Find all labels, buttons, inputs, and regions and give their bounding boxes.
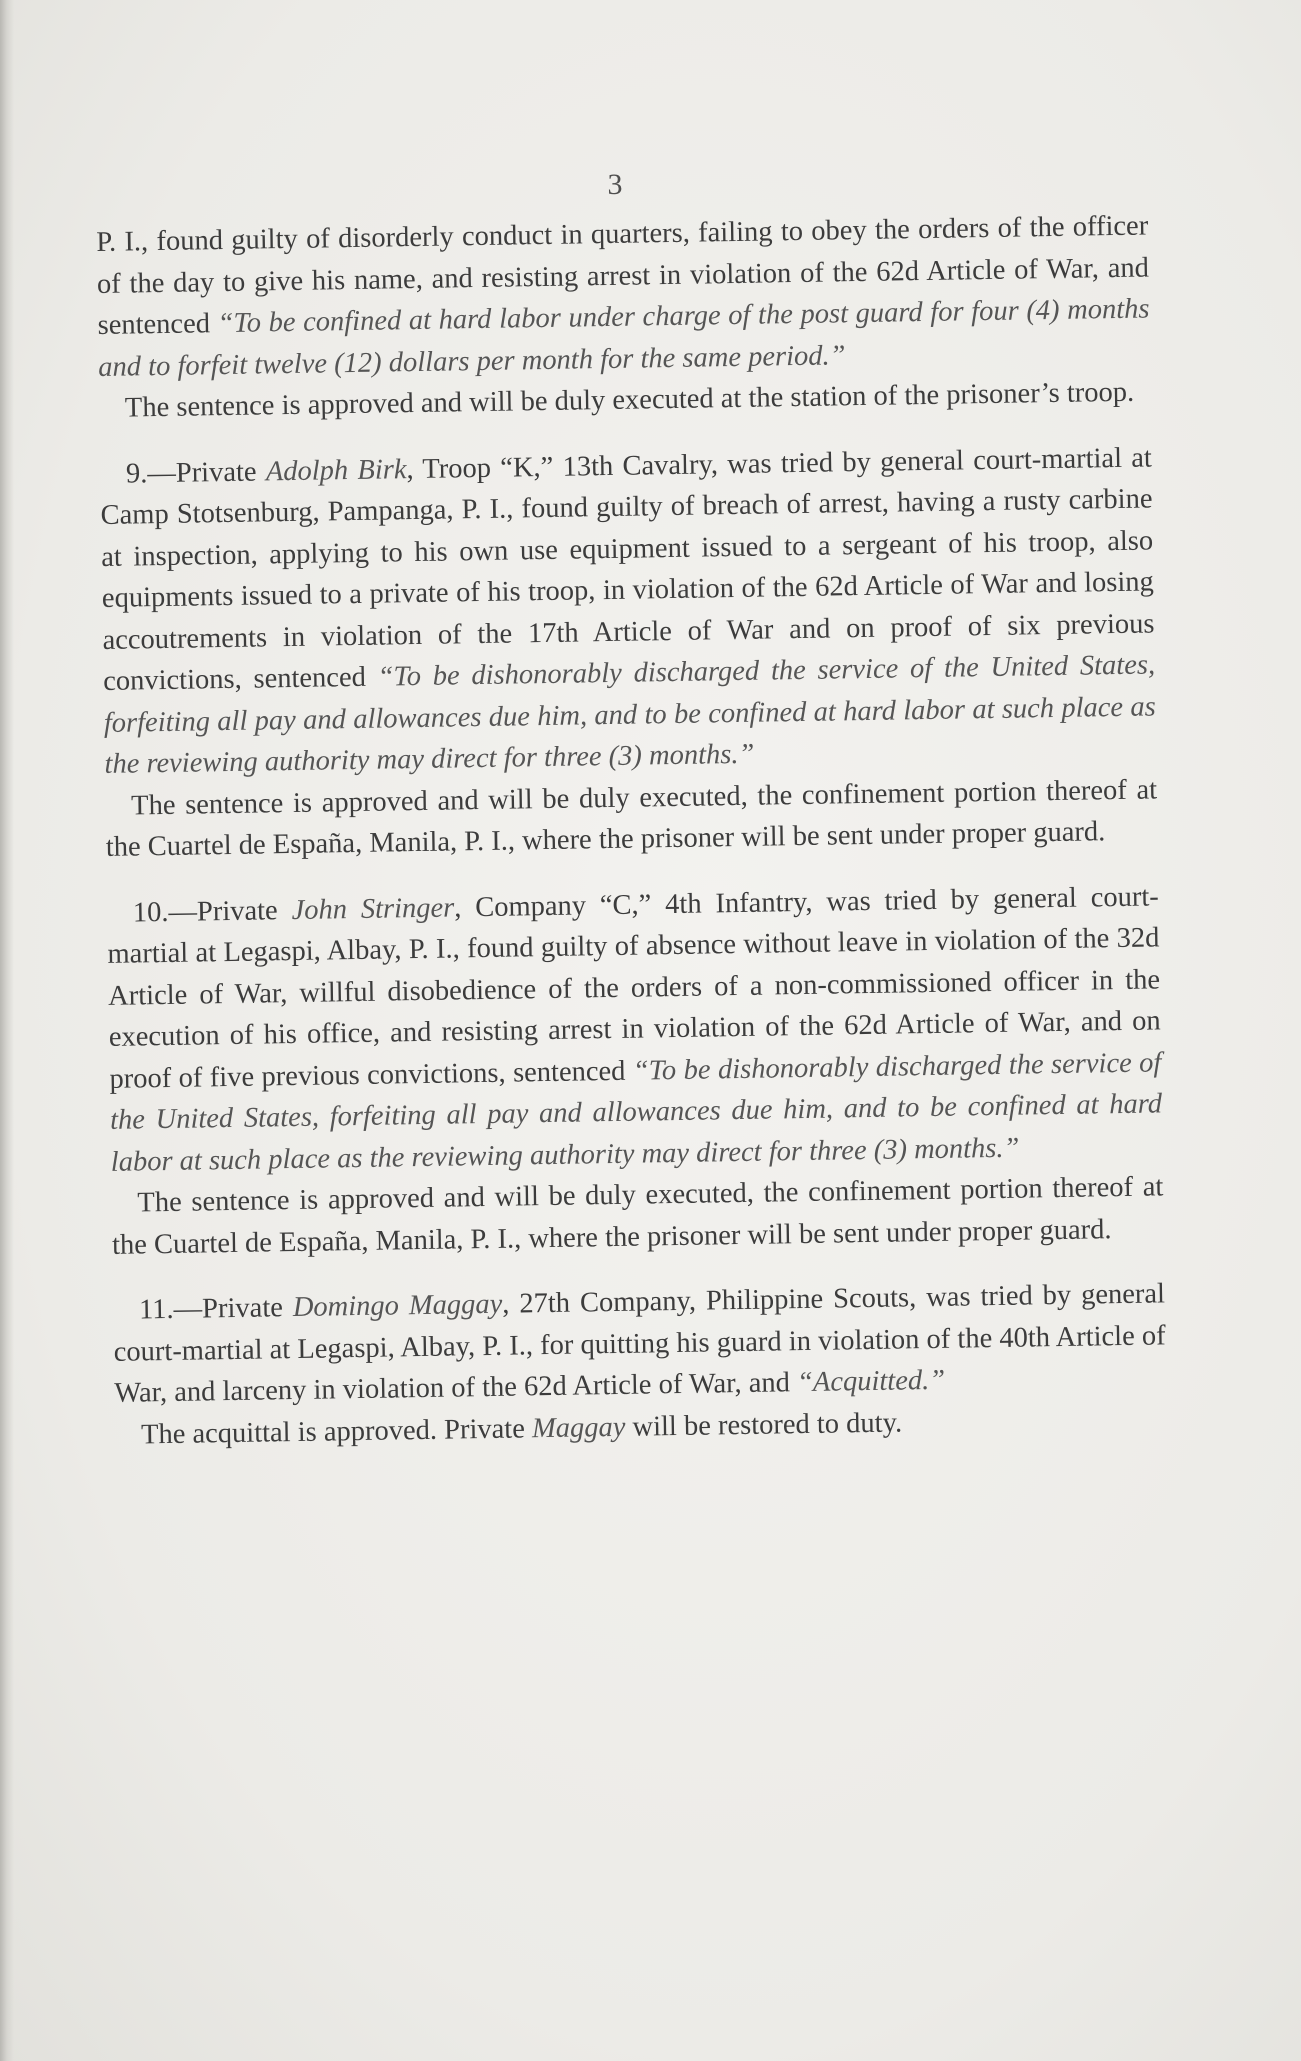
action-paragraph: The sentence is approved and will be duly executed, the confinement portion thereof at the Cuartel de España, Manila, P. I., where the prisoner will be sent under proper guard. — [105, 773, 1158, 863]
defendant-name: Adolph Birk — [265, 453, 407, 487]
action-text: will be restored to duty. — [625, 1406, 903, 1443]
continuation-paragraph — [96, 205, 1150, 388]
case-text: , 27th Company, Philippine Scouts, was tried by general court-martial at Legaspi, Albay, P. I., for quitting his guard in violation of the 40th Article of War, and larceny in violation of the 62d Article of War, and — [113, 1278, 1166, 1409]
case-number: 11.—Private — [138, 1292, 294, 1326]
action-paragraph: The sentence is approved and will be duly executed, the confinement portion thereof at the Cuartel de España, Manila, P. I., where the prisoner will be sent under proper guard. — [111, 1171, 1164, 1261]
case-paragraph-10 — [107, 876, 1163, 1183]
case-number: 9.—Private — [125, 455, 267, 490]
defendant-name: Domingo Maggay — [292, 1288, 503, 1324]
case-number: 10.—Private — [132, 894, 292, 929]
defendant-name: Maggay — [531, 1411, 626, 1444]
case-text: , Troop “K,” 13th Cavalry, was tried by general court-martial at Camp Stotsenburg, Pampanga, P. I., found guilty of breach of arrest, having a rusty carbine at inspection, applying to his own use equipment issued to a sergeant of his troop, also equipments issued to a private of his troop, in violation of the 62d Article of War and losing accoutrements in violation of the 17th Article of War and on proof of six previous convictions, sentenced — [100, 441, 1155, 697]
sentence-quote: “To be confined at hard labor under charge of the post guard for four (4) months and to forfeit twelve (12) dollars per month for the same period.” — [98, 293, 1150, 383]
sentence-quote: “To be dishonorably discharged the service of the United States, forfeiting all pay and allowances due him, and to be confined at hard labor at such place as the reviewing authority may direct for three (3) months.” — [109, 1046, 1163, 1178]
page-binding-edge — [0, 0, 14, 2061]
verdict-quote: “Acquitted.” — [796, 1364, 946, 1399]
continuation-text: P. I., found guilty of disorderly conduct in quarters, failing to obey the orders of the officer of the day to give his name, and resisting arrest in violation of the 62d Article of War, and sentenced — [96, 210, 1150, 341]
page-number: 3 — [607, 168, 623, 201]
action-paragraph: The sentence is approved and will be duly executed at the station of the prisoner’s troop. — [124, 376, 1135, 424]
document-body — [96, 205, 1167, 1455]
case-paragraph-9 — [100, 437, 1157, 785]
action-text: The acquittal is approved. Private — [140, 1412, 533, 1450]
case-text: , Company “C,” 4th Infantry, was tried by general court-martial at Legaspi, Albay, P. I., found guilty of absence without leave in violation of the 32d Article of War, willful disobedience of the orders of a non-commissioned officer in the execution of his office, and resisting arrest in violation of the 62d Article of War, and on proof of five previous convictions, sentenced — [107, 880, 1161, 1095]
case-paragraph-11 — [113, 1273, 1167, 1414]
defendant-name: John Stringer — [291, 891, 455, 926]
sentence-quote: “To be dishonorably discharged the service of the United States, forfeiting all pay and allowances due him, and to be confined at hard labor at such place as the reviewing authority may direct for three (3) months.” — [103, 649, 1156, 780]
